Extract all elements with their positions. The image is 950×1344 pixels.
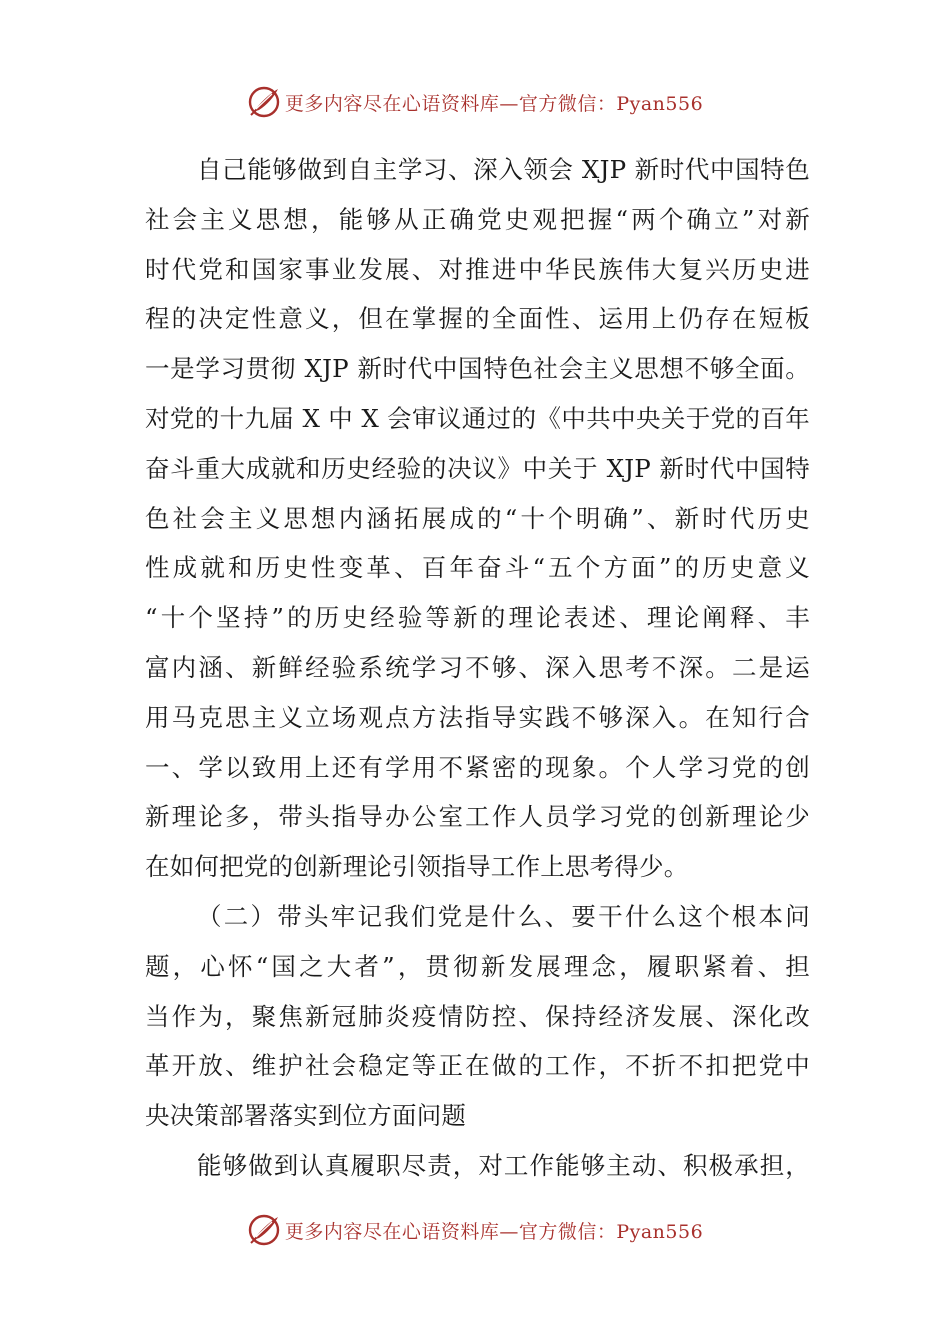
text-line: 程的决定性意义，但在掌握的全面性、运用上仍存在短板 (145, 304, 810, 334)
watermark-text: 更多内容尽在心语资料库—官方微信：Pyan556 (284, 92, 704, 115)
section-heading-line: 央决策部署落实到位方面问题 (145, 1101, 467, 1131)
text-line: 对党的十九届 X 中 X 会审议通过的《中共中央关于党的百年 (145, 403, 810, 433)
watermark-banner-bottom (0, 1210, 950, 1250)
section-heading-line: 题，心怀“国之大者”，贯彻新发展理念，履职紧着、担 (145, 951, 810, 981)
text-line: 性成就和历史性变革、百年奋斗“五个方面”的历史意义 (145, 553, 810, 583)
text-line: 一、学以致用上还有学用不紧密的现象。个人学习党的创 (145, 752, 810, 782)
text-line: 奋斗重大成就和历史经验的决议》中关于 XJP 新时代中国特 (145, 453, 810, 483)
text-line: “十个坚持”的历史经验等新的理论表述、理论阐释、丰 (145, 603, 810, 633)
text-line: 富内涵、新鲜经验系统学习不够、深入思考不深。二是运 (145, 652, 810, 682)
text-line: 能够做到认真履职尽责，对工作能够主动、积极承担， (197, 1150, 810, 1180)
quill-pen-in-circle-icon (247, 85, 281, 119)
text-line: 一是学习贯彻 XJP 新时代中国特色社会主义思想不够全面。 (145, 354, 810, 384)
text-line: 自己能够做到自主学习、深入领会 XJP 新时代中国特色 (197, 155, 810, 184)
watermark-banner-top (0, 82, 950, 122)
text-line: 社会主义思想，能够从正确党史观把握“两个确立”对新 (145, 204, 810, 234)
quill-pen-in-circle-icon (247, 1213, 281, 1247)
section-heading-line: 当作为，聚焦新冠肺炎疫情防控、保持经济发展、深化改 (145, 1001, 810, 1031)
text-line: 用马克思主义立场观点方法指导实践不够深入。在知行合 (145, 702, 810, 732)
text-line: 色社会主义思想内涵拓展成的“十个明确”、新时代历史 (145, 503, 810, 533)
section-heading-line: （二）带头牢记我们党是什么、要干什么这个根本问 (197, 901, 810, 931)
text-line: 在如何把党的创新理论引领指导工作上思考得少。 (145, 852, 689, 882)
watermark-text: 更多内容尽在心语资料库—官方微信：Pyan556 (284, 1220, 704, 1243)
document-body (145, 145, 810, 1191)
section-heading-line: 革开放、维护社会稳定等正在做的工作，不折不扣把党中 (145, 1051, 810, 1081)
text-line: 时代党和国家事业发展、对推进中华民族伟大复兴历史进 (145, 254, 810, 284)
text-line: 新理论多，带头指导办公室工作人员学习党的创新理论少 (145, 802, 810, 832)
